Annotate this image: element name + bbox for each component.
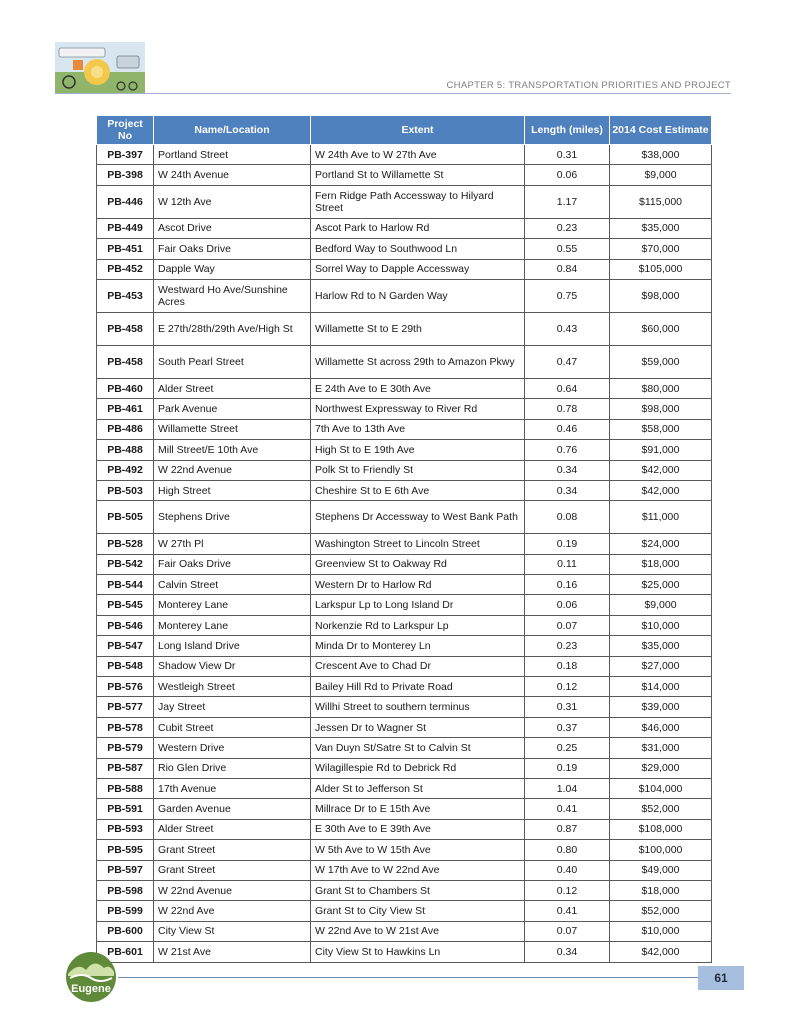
footer-divider <box>118 977 698 978</box>
name-location-cell: Long Island Drive <box>154 636 311 656</box>
cost-cell: $39,000 <box>610 697 712 717</box>
table-row <box>97 717 712 737</box>
table-row <box>97 575 712 595</box>
cost-cell: $29,000 <box>610 758 712 778</box>
length-cell: 0.75 <box>525 279 610 312</box>
chapter-title: CHAPTER 5: TRANSPORTATION PRIORITIES AND PROJECT <box>446 80 731 91</box>
project-no-cell: PB-578 <box>97 717 154 737</box>
logo-text: Eugene <box>71 983 111 995</box>
extent-cell: Northwest Expressway to River Rd <box>311 399 525 419</box>
name-location-cell: Alder Street <box>154 378 311 398</box>
table-row <box>97 145 712 165</box>
length-cell: 0.47 <box>525 345 610 378</box>
cost-cell: $70,000 <box>610 239 712 259</box>
extent-cell: W 24th Ave to W 27th Ave <box>311 145 525 165</box>
project-no-cell: PB-598 <box>97 880 154 900</box>
extent-cell: Willhi Street to southern terminus <box>311 697 525 717</box>
table-row <box>97 239 712 259</box>
cost-cell: $25,000 <box>610 575 712 595</box>
extent-cell: E 30th Ave to E 39th Ave <box>311 819 525 839</box>
table-row <box>97 460 712 480</box>
cost-cell: $14,000 <box>610 677 712 697</box>
cost-cell: $10,000 <box>610 615 712 635</box>
table-row <box>97 279 712 312</box>
length-cell: 0.80 <box>525 840 610 860</box>
name-location-cell: W 24th Avenue <box>154 165 311 185</box>
length-cell: 0.31 <box>525 145 610 165</box>
project-no-cell: PB-601 <box>97 942 154 962</box>
name-location-cell: Portland Street <box>154 145 311 165</box>
extent-cell: Portland St to Willamette St <box>311 165 525 185</box>
cost-cell: $105,000 <box>610 259 712 279</box>
table-row <box>97 595 712 615</box>
table-row <box>97 554 712 574</box>
length-cell: 0.64 <box>525 378 610 398</box>
table-row <box>97 218 712 238</box>
name-location-cell: W 22nd Ave <box>154 901 311 921</box>
column-header: Extent <box>311 116 525 145</box>
project-no-cell: PB-591 <box>97 799 154 819</box>
project-no-cell: PB-546 <box>97 615 154 635</box>
extent-cell: Western Dr to Harlow Rd <box>311 575 525 595</box>
length-cell: 0.41 <box>525 799 610 819</box>
extent-cell: Norkenzie Rd to Larkspur Lp <box>311 615 525 635</box>
cost-cell: $52,000 <box>610 799 712 819</box>
project-no-cell: PB-458 <box>97 312 154 345</box>
name-location-cell: Grant Street <box>154 840 311 860</box>
name-location-cell: Mill Street/E 10th Ave <box>154 440 311 460</box>
table-row <box>97 312 712 345</box>
name-location-cell: Western Drive <box>154 738 311 758</box>
column-header: Length (miles) <box>525 116 610 145</box>
name-location-cell: Cubit Street <box>154 717 311 737</box>
extent-cell: Bedford Way to Southwood Ln <box>311 239 525 259</box>
project-no-cell: PB-588 <box>97 778 154 798</box>
table-row <box>97 677 712 697</box>
length-cell: 0.18 <box>525 656 610 676</box>
extent-cell: Cheshire St to E 6th Ave <box>311 480 525 500</box>
extent-cell: Washington Street to Lincoln Street <box>311 534 525 554</box>
length-cell: 0.06 <box>525 595 610 615</box>
project-no-cell: PB-398 <box>97 165 154 185</box>
extent-cell: Grant St to City View St <box>311 901 525 921</box>
table-row <box>97 378 712 398</box>
name-location-cell: W 22nd Avenue <box>154 880 311 900</box>
cost-cell: $11,000 <box>610 501 712 534</box>
eugene-logo <box>64 950 118 1004</box>
project-no-cell: PB-461 <box>97 399 154 419</box>
project-no-cell: PB-600 <box>97 921 154 941</box>
project-no-cell: PB-458 <box>97 345 154 378</box>
extent-cell: 7th Ave to 13th Ave <box>311 419 525 439</box>
length-cell: 0.06 <box>525 165 610 185</box>
extent-cell: Ascot Park to Harlow Rd <box>311 218 525 238</box>
table-header-row <box>97 116 712 145</box>
cost-cell: $27,000 <box>610 656 712 676</box>
length-cell: 0.34 <box>525 460 610 480</box>
length-cell: 0.87 <box>525 819 610 839</box>
project-no-cell: PB-579 <box>97 738 154 758</box>
cost-cell: $10,000 <box>610 921 712 941</box>
extent-cell: Bailey Hill Rd to Private Road <box>311 677 525 697</box>
cost-cell: $24,000 <box>610 534 712 554</box>
cost-cell: $38,000 <box>610 145 712 165</box>
length-cell: 1.17 <box>525 185 610 218</box>
extent-cell: Larkspur Lp to Long Island Dr <box>311 595 525 615</box>
project-no-cell: PB-577 <box>97 697 154 717</box>
extent-cell: Willamette St across 29th to Amazon Pkwy <box>311 345 525 378</box>
name-location-cell: W 27th Pl <box>154 534 311 554</box>
cost-cell: $49,000 <box>610 860 712 880</box>
table-row <box>97 921 712 941</box>
project-no-cell: PB-452 <box>97 259 154 279</box>
cost-cell: $42,000 <box>610 942 712 962</box>
name-location-cell: Jay Street <box>154 697 311 717</box>
project-no-cell: PB-446 <box>97 185 154 218</box>
column-header: Project No <box>97 116 154 145</box>
name-location-cell: South Pearl Street <box>154 345 311 378</box>
cost-cell: $91,000 <box>610 440 712 460</box>
length-cell: 0.46 <box>525 419 610 439</box>
name-location-cell: Westleigh Street <box>154 677 311 697</box>
table-row <box>97 345 712 378</box>
column-header: Name/Location <box>154 116 311 145</box>
length-cell: 0.84 <box>525 259 610 279</box>
cost-cell: $9,000 <box>610 165 712 185</box>
name-location-cell: Monterey Lane <box>154 615 311 635</box>
project-no-cell: PB-576 <box>97 677 154 697</box>
extent-cell: Millrace Dr to E 15th Ave <box>311 799 525 819</box>
table-row <box>97 860 712 880</box>
length-cell: 0.78 <box>525 399 610 419</box>
table-row <box>97 636 712 656</box>
table-row <box>97 259 712 279</box>
name-location-cell: Rio Glen Drive <box>154 758 311 778</box>
project-no-cell: PB-528 <box>97 534 154 554</box>
project-no-cell: PB-451 <box>97 239 154 259</box>
project-no-cell: PB-488 <box>97 440 154 460</box>
name-location-cell: Willamette Street <box>154 419 311 439</box>
project-no-cell: PB-597 <box>97 860 154 880</box>
cost-cell: $35,000 <box>610 218 712 238</box>
table-row <box>97 697 712 717</box>
project-no-cell: PB-548 <box>97 656 154 676</box>
project-no-cell: PB-542 <box>97 554 154 574</box>
table-row <box>97 185 712 218</box>
project-no-cell: PB-547 <box>97 636 154 656</box>
length-cell: 0.12 <box>525 677 610 697</box>
project-no-cell: PB-460 <box>97 378 154 398</box>
name-location-cell: Garden Avenue <box>154 799 311 819</box>
extent-cell: W 5th Ave to W 15th Ave <box>311 840 525 860</box>
project-no-cell: PB-492 <box>97 460 154 480</box>
table-row <box>97 480 712 500</box>
column-header: 2014 Cost Estimate <box>610 116 712 145</box>
length-cell: 0.11 <box>525 554 610 574</box>
cost-cell: $104,000 <box>610 778 712 798</box>
cost-cell: $35,000 <box>610 636 712 656</box>
cost-cell: $52,000 <box>610 901 712 921</box>
cost-cell: $100,000 <box>610 840 712 860</box>
project-no-cell: PB-449 <box>97 218 154 238</box>
length-cell: 0.19 <box>525 758 610 778</box>
extent-cell: Wilagillespie Rd to Debrick Rd <box>311 758 525 778</box>
table-row <box>97 501 712 534</box>
cost-cell: $42,000 <box>610 460 712 480</box>
name-location-cell: Grant Street <box>154 860 311 880</box>
extent-cell: Stephens Dr Accessway to West Bank Path <box>311 501 525 534</box>
table-row <box>97 615 712 635</box>
project-no-cell: PB-503 <box>97 480 154 500</box>
name-location-cell: Park Avenue <box>154 399 311 419</box>
project-no-cell: PB-593 <box>97 819 154 839</box>
length-cell: 0.76 <box>525 440 610 460</box>
cost-cell: $18,000 <box>610 880 712 900</box>
project-no-cell: PB-545 <box>97 595 154 615</box>
cost-cell: $58,000 <box>610 419 712 439</box>
extent-cell: Greenview St to Oakway Rd <box>311 554 525 574</box>
extent-cell: Sorrel Way to Dapple Accessway <box>311 259 525 279</box>
extent-cell: Willamette St to E 29th <box>311 312 525 345</box>
extent-cell: E 24th Ave to E 30th Ave <box>311 378 525 398</box>
length-cell: 0.23 <box>525 636 610 656</box>
project-no-cell: PB-486 <box>97 419 154 439</box>
table-row <box>97 738 712 758</box>
table-row <box>97 778 712 798</box>
cost-cell: $60,000 <box>610 312 712 345</box>
table-row <box>97 901 712 921</box>
page-number: 61 <box>698 966 744 990</box>
length-cell: 0.23 <box>525 218 610 238</box>
extent-cell: Van Duyn St/Satre St to Calvin St <box>311 738 525 758</box>
name-location-cell: E 27th/28th/29th Ave/High St <box>154 312 311 345</box>
name-location-cell: W 12th Ave <box>154 185 311 218</box>
cost-cell: $18,000 <box>610 554 712 574</box>
project-no-cell: PB-587 <box>97 758 154 778</box>
table-row <box>97 534 712 554</box>
name-location-cell: W 22nd Avenue <box>154 460 311 480</box>
extent-cell: W 22nd Ave to W 21st Ave <box>311 921 525 941</box>
name-location-cell: Ascot Drive <box>154 218 311 238</box>
table-row <box>97 440 712 460</box>
length-cell: 0.19 <box>525 534 610 554</box>
length-cell: 0.55 <box>525 239 610 259</box>
table-row <box>97 799 712 819</box>
table-row <box>97 165 712 185</box>
length-cell: 0.08 <box>525 501 610 534</box>
extent-cell: Jessen Dr to Wagner St <box>311 717 525 737</box>
length-cell: 0.34 <box>525 942 610 962</box>
length-cell: 0.43 <box>525 312 610 345</box>
extent-cell: Polk St to Friendly St <box>311 460 525 480</box>
length-cell: 0.07 <box>525 921 610 941</box>
extent-cell: Grant St to Chambers St <box>311 880 525 900</box>
length-cell: 0.37 <box>525 717 610 737</box>
cost-cell: $108,000 <box>610 819 712 839</box>
header-divider <box>55 93 731 94</box>
cost-cell: $9,000 <box>610 595 712 615</box>
name-location-cell: Westward Ho Ave/Sunshine Acres <box>154 279 311 312</box>
table-row <box>97 942 712 962</box>
extent-cell: W 17th Ave to W 22nd Ave <box>311 860 525 880</box>
name-location-cell: Calvin Street <box>154 575 311 595</box>
extent-cell: City View St to Hawkins Ln <box>311 942 525 962</box>
name-location-cell: Dapple Way <box>154 259 311 279</box>
cost-cell: $115,000 <box>610 185 712 218</box>
projects-table <box>96 115 712 963</box>
name-location-cell: Fair Oaks Drive <box>154 554 311 574</box>
name-location-cell: Shadow View Dr <box>154 656 311 676</box>
project-no-cell: PB-599 <box>97 901 154 921</box>
project-no-cell: PB-544 <box>97 575 154 595</box>
cost-cell: $80,000 <box>610 378 712 398</box>
name-location-cell: High Street <box>154 480 311 500</box>
name-location-cell: Fair Oaks Drive <box>154 239 311 259</box>
name-location-cell: Stephens Drive <box>154 501 311 534</box>
cost-cell: $31,000 <box>610 738 712 758</box>
cost-cell: $98,000 <box>610 279 712 312</box>
length-cell: 1.04 <box>525 778 610 798</box>
extent-cell: High St to E 19th Ave <box>311 440 525 460</box>
length-cell: 0.34 <box>525 480 610 500</box>
table-row <box>97 758 712 778</box>
table-row <box>97 840 712 860</box>
cost-cell: $98,000 <box>610 399 712 419</box>
extent-cell: Crescent Ave to Chad Dr <box>311 656 525 676</box>
cost-cell: $59,000 <box>610 345 712 378</box>
length-cell: 0.31 <box>525 697 610 717</box>
table-row <box>97 819 712 839</box>
project-no-cell: PB-397 <box>97 145 154 165</box>
length-cell: 0.25 <box>525 738 610 758</box>
extent-cell: Fern Ridge Path Accessway to Hilyard Street <box>311 185 525 218</box>
table-row <box>97 656 712 676</box>
name-location-cell: 17th Avenue <box>154 778 311 798</box>
extent-cell: Harlow Rd to N Garden Way <box>311 279 525 312</box>
length-cell: 0.12 <box>525 880 610 900</box>
project-no-cell: PB-505 <box>97 501 154 534</box>
extent-cell: Minda Dr to Monterey Ln <box>311 636 525 656</box>
table-row <box>97 419 712 439</box>
length-cell: 0.07 <box>525 615 610 635</box>
table-row <box>97 880 712 900</box>
cost-cell: $46,000 <box>610 717 712 737</box>
name-location-cell: City View St <box>154 921 311 941</box>
project-no-cell: PB-453 <box>97 279 154 312</box>
cost-cell: $42,000 <box>610 480 712 500</box>
length-cell: 0.41 <box>525 901 610 921</box>
name-location-cell: Alder Street <box>154 819 311 839</box>
name-location-cell: W 21st Ave <box>154 942 311 962</box>
table-row <box>97 399 712 419</box>
length-cell: 0.16 <box>525 575 610 595</box>
extent-cell: Alder St to Jefferson St <box>311 778 525 798</box>
name-location-cell: Monterey Lane <box>154 595 311 615</box>
length-cell: 0.40 <box>525 860 610 880</box>
project-no-cell: PB-595 <box>97 840 154 860</box>
